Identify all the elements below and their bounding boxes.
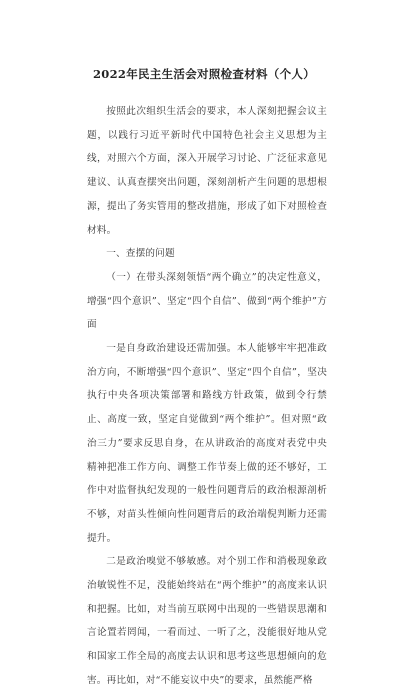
document-title: 2022年民主生活会对照检查材料（个人） [92, 67, 315, 81]
body-paragraph-2: 二是政治嗅觉不够敏感。对个别工作和消极现象政治敏锐性不足，没能始终站在“两个维护”的高度来认识和把握。比如，对当前互联网中出现的一些错误思潮和言论置若罔闻，一看而过、一听了之，没能很好地从党和国家工作全局的高度去认识和思考这些思想倾向的危害。再比如，对“不能妄议中央”的要求，虽然能严格 [87, 556, 327, 686]
document-body [87, 100, 327, 693]
intro-paragraph: 按照此次组织生活会的要求，本人深刻把握会议主题，以践行习近平新时代中国特色社会主义思想为主线，对照六个方面，深入开展学习讨论、广泛征求意见建议、认真查摆突出问题，深刻剖析产生问题的思想根源，提出了务实管用的整改措施，形成了如下对照检查材料。 [87, 106, 327, 236]
subsection-heading-1: （一）在带头深刻领悟“两个确立”的决定性意义，增强“四个意识”、坚定“四个自信”、做到“两个维护”方面 [87, 271, 327, 331]
body-paragraph-1: 一是自身政治建设还需加强。本人能够牢牢把准政治方向，不断增强“四个意识”、坚定“四个自信”，坚决执行中央各项决策部署和路线方针政策，做到令行禁止、高度一致，坚定自觉做到“两个维护”。但对照“政治三力”要求反思自身，在从讲政治的高度对表党中央精神把准工作方向、调整工作节奏上做的还不够好，工作中对监督执纪发现的一般性问题背后的政治根源剖析不够，对苗头性倾向性问题背后的政治端倪判断力还需提升。 [87, 343, 327, 544]
section-heading-1: 一、查摆的问题 [106, 248, 175, 260]
